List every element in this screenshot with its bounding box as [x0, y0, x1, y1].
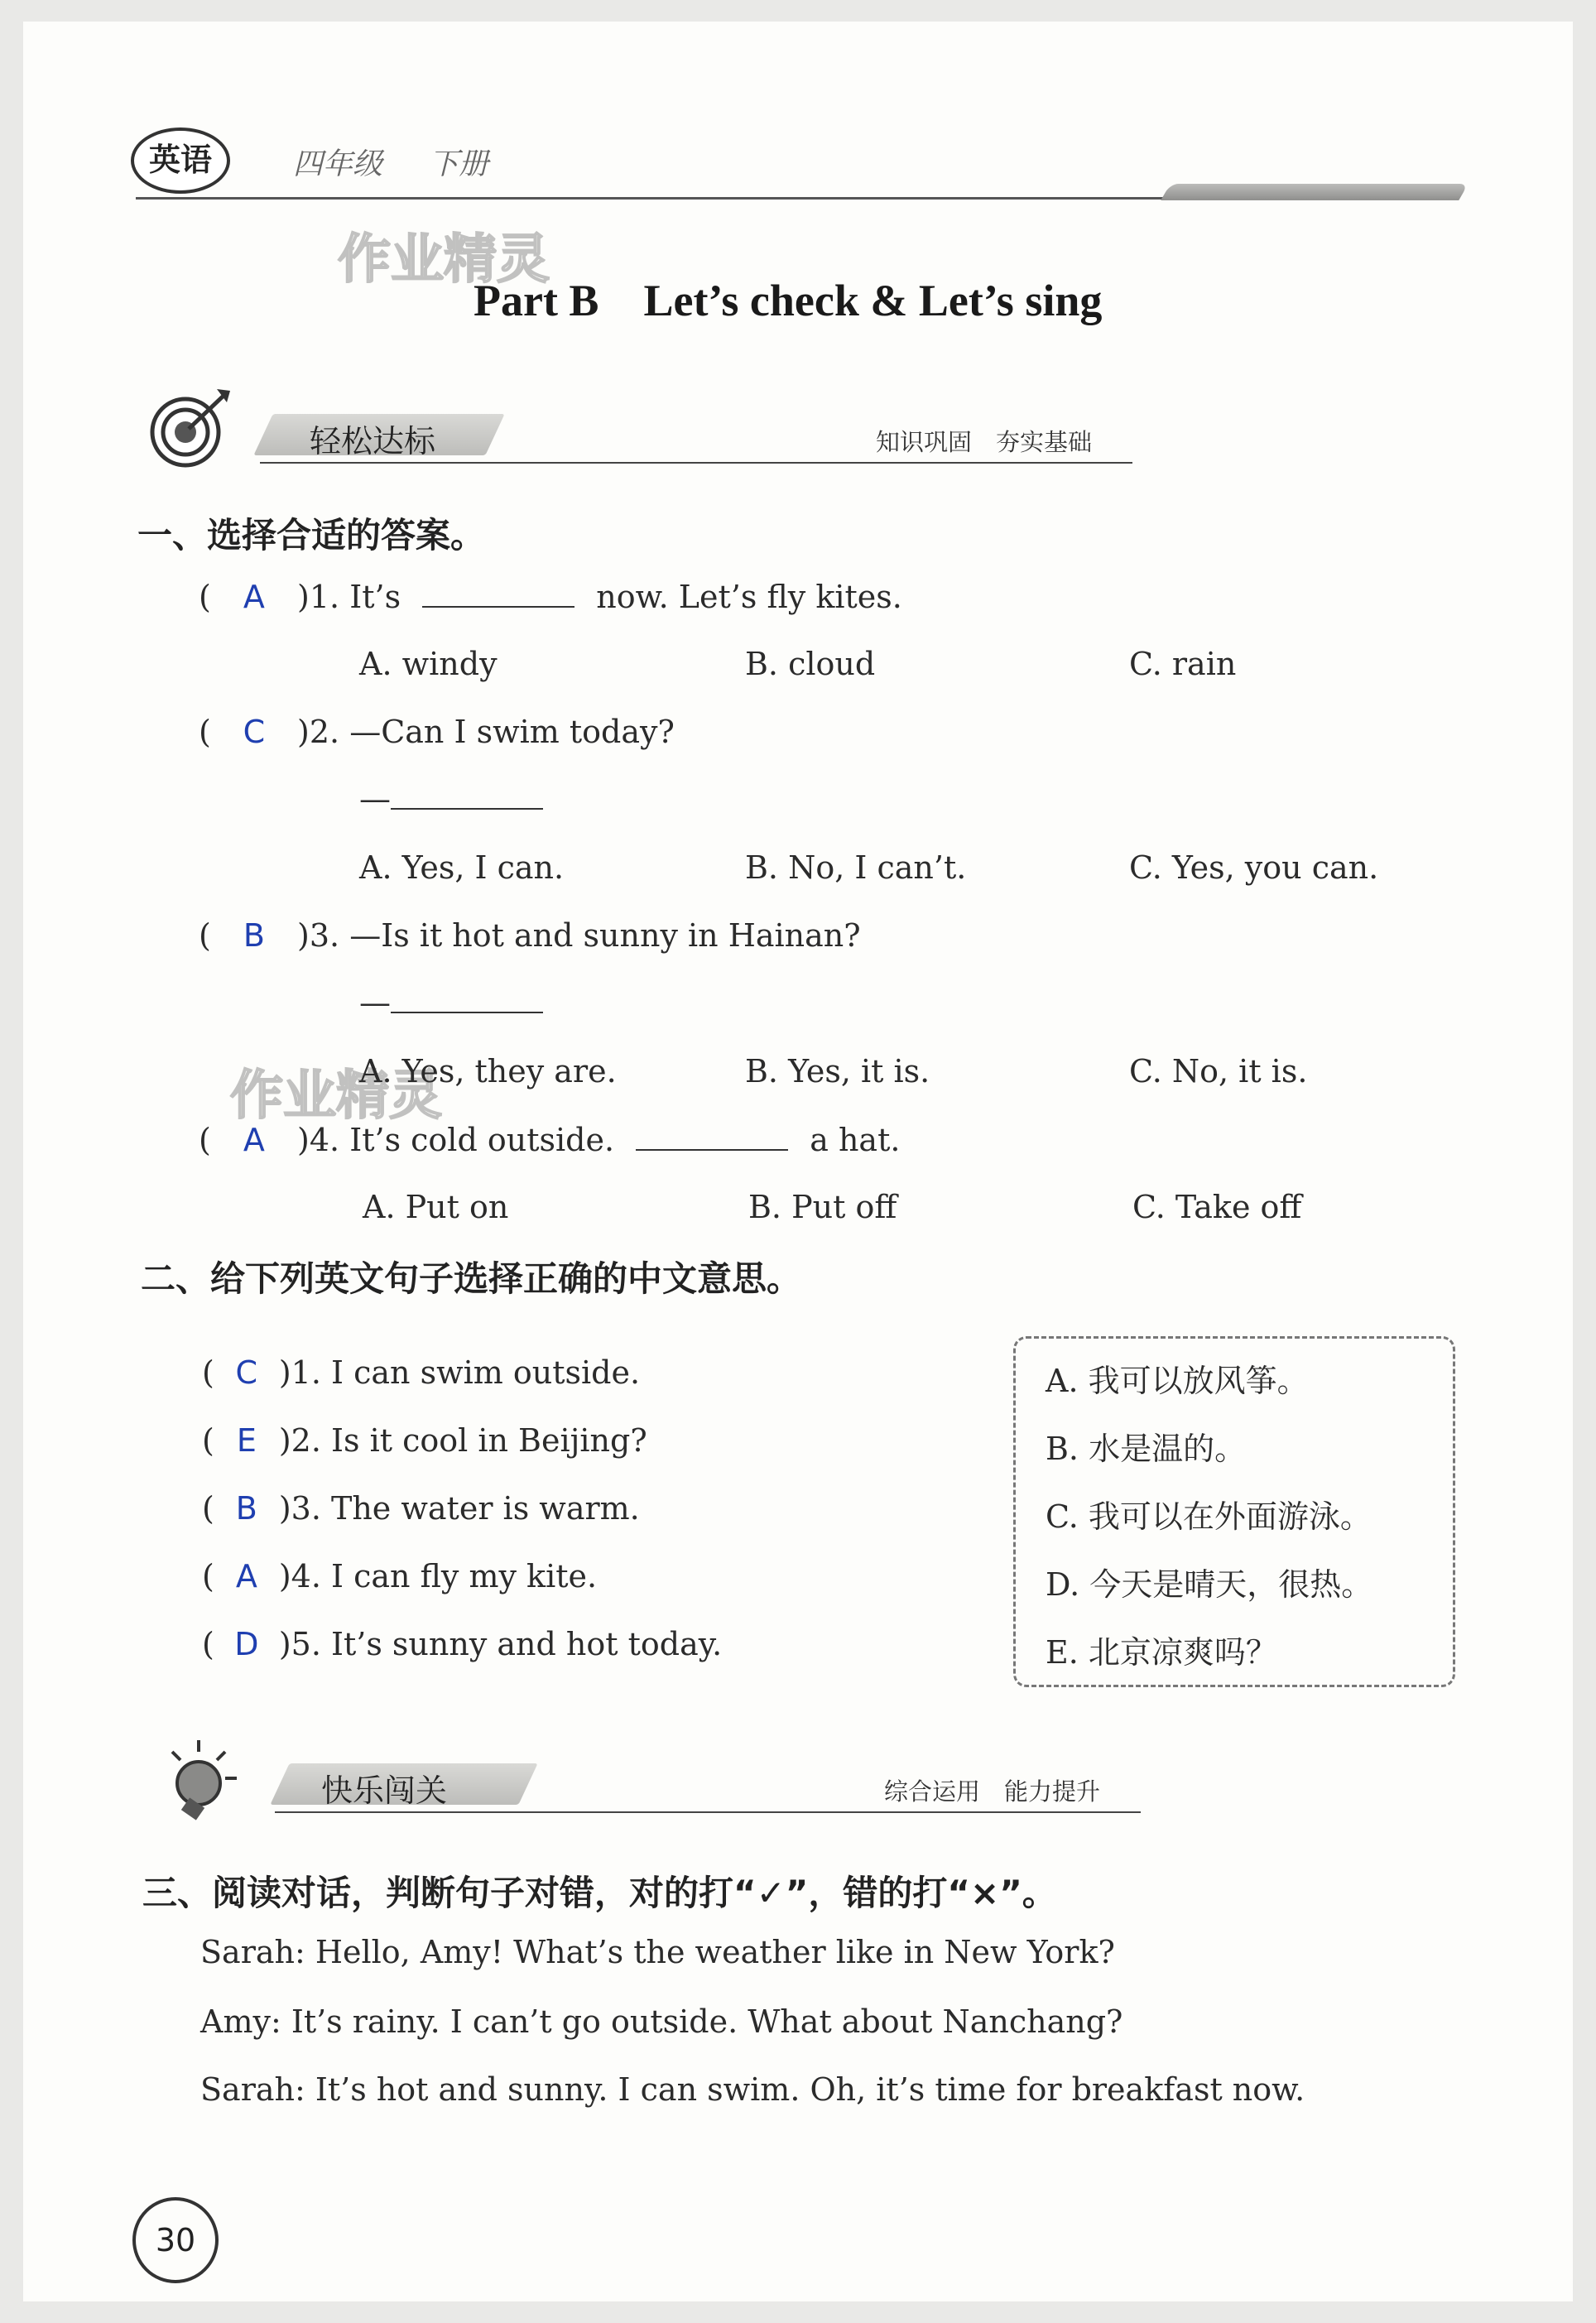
match-item: ( C )1. I can swim outside.	[202, 1354, 641, 1391]
choice: D. 今天是晴天，很热。	[1046, 1566, 1373, 1603]
dialogue-line: Sarah: It’s hot and sunny. I can swim. Oh, it’s time for breakfast now.	[200, 2071, 1305, 2108]
banner-rule	[260, 462, 1132, 464]
subject-logo: 英语	[131, 127, 230, 194]
question-text: It’s cold outside.	[349, 1122, 615, 1158]
question-text: It’s	[349, 579, 401, 615]
answer: A	[243, 579, 265, 615]
banner-subtitle: 知识巩固 夯实基础	[876, 428, 1093, 456]
page	[23, 22, 1573, 2301]
question: ( C )2. —Can I swim today?	[199, 714, 675, 750]
choice: A. 我可以放风筝。	[1046, 1363, 1309, 1399]
question-text: a hat.	[810, 1122, 901, 1158]
header-rule-bar	[1161, 184, 1469, 200]
dialogue-line: Sarah: Hello, Amy! What’s the weather like in New York?	[200, 1934, 1115, 1970]
target-icon	[147, 389, 233, 469]
choice: B. 水是温的。	[1046, 1431, 1247, 1467]
answer: A	[243, 1122, 265, 1158]
banner-label: 轻松达标	[310, 423, 436, 459]
option: C. No, it is.	[1129, 1053, 1308, 1089]
header-rule	[136, 197, 1245, 200]
choices-box	[1013, 1336, 1455, 1687]
banner-rule	[275, 1811, 1141, 1813]
option: B. No, I can’t.	[745, 849, 967, 886]
match-item: ( B )3. The water is warm.	[202, 1490, 640, 1527]
question-num: )3.	[297, 917, 340, 954]
answer: C	[243, 714, 266, 750]
volume-label: 下册	[429, 147, 489, 181]
choice: E. 北京凉爽吗？	[1046, 1634, 1277, 1671]
match-item: ( D )5. It’s sunny and hot today.	[202, 1626, 723, 1662]
answer: D	[234, 1626, 259, 1662]
question: ( B )3. —Is it hot and sunny in Hainan?	[199, 917, 861, 954]
page-number: 30	[132, 2197, 219, 2283]
watermark: 作业精灵	[338, 229, 550, 291]
question: ( A )1. It’s now. Let’s fly kites.	[199, 579, 902, 615]
option: B. Yes, it is.	[745, 1053, 930, 1089]
section-banner	[147, 409, 1132, 460]
reply-line: —	[359, 984, 543, 1021]
match-item: ( E )2. Is it cool in Beijing?	[202, 1422, 647, 1459]
answer: E	[236, 1422, 257, 1459]
dialogue-line: Amy: It’s rainy. I can’t go outside. What about Nanchang?	[200, 2003, 1123, 2040]
answer: C	[235, 1354, 258, 1391]
answer: B	[235, 1490, 257, 1527]
option: A. Put on	[363, 1189, 509, 1225]
option: C. rain	[1129, 646, 1237, 682]
answer-blank[interactable]	[391, 984, 543, 1013]
grade-label: 四年级	[293, 147, 383, 181]
reply-line: —	[359, 780, 543, 817]
answer-blank[interactable]	[636, 1121, 788, 1151]
section-banner	[159, 1758, 1141, 1810]
match-item: ( A )4. I can fly my kite.	[202, 1558, 598, 1594]
option: C. Yes, you can.	[1129, 849, 1379, 886]
choice: C. 我可以在外面游泳。	[1046, 1498, 1372, 1535]
option: C. Take off	[1132, 1189, 1302, 1225]
question-text: now. Let’s fly kites.	[596, 579, 902, 615]
question-num: )4.	[297, 1122, 340, 1158]
question-num: )1.	[297, 579, 340, 615]
answer-blank[interactable]	[422, 578, 574, 608]
lightbulb-icon	[159, 1735, 250, 1826]
answer: A	[235, 1558, 257, 1594]
question: ( A )4. It’s cold outside. a hat.	[199, 1122, 901, 1158]
part2-heading: 二、给下列英文句子选择正确的中文意思。	[141, 1258, 802, 1299]
banner-label: 快乐闯关	[321, 1772, 448, 1809]
option: A. windy	[359, 646, 498, 682]
answer-blank[interactable]	[391, 780, 543, 810]
option: A. Yes, they are.	[359, 1053, 617, 1089]
banner-subtitle: 综合运用 能力提升	[884, 1777, 1101, 1806]
question-text: —Is it hot and sunny in Hainan?	[349, 917, 861, 954]
option: A. Yes, I can.	[359, 849, 565, 886]
page-title: Part B Let’s check & Let’s sing	[474, 276, 1103, 325]
watermark: 作业精灵	[230, 1065, 442, 1127]
option: B. cloud	[745, 646, 876, 682]
part1-heading: 一、选择合适的答案。	[137, 515, 486, 556]
question-text: —Can I swim today?	[349, 714, 675, 750]
question-num: )2.	[297, 714, 340, 750]
answer: B	[243, 917, 265, 954]
option: B. Put off	[748, 1189, 897, 1225]
part3-heading: 三、阅读对话，判断句子对错，对的打“✓”，错的打“×”。	[142, 1873, 1057, 1913]
